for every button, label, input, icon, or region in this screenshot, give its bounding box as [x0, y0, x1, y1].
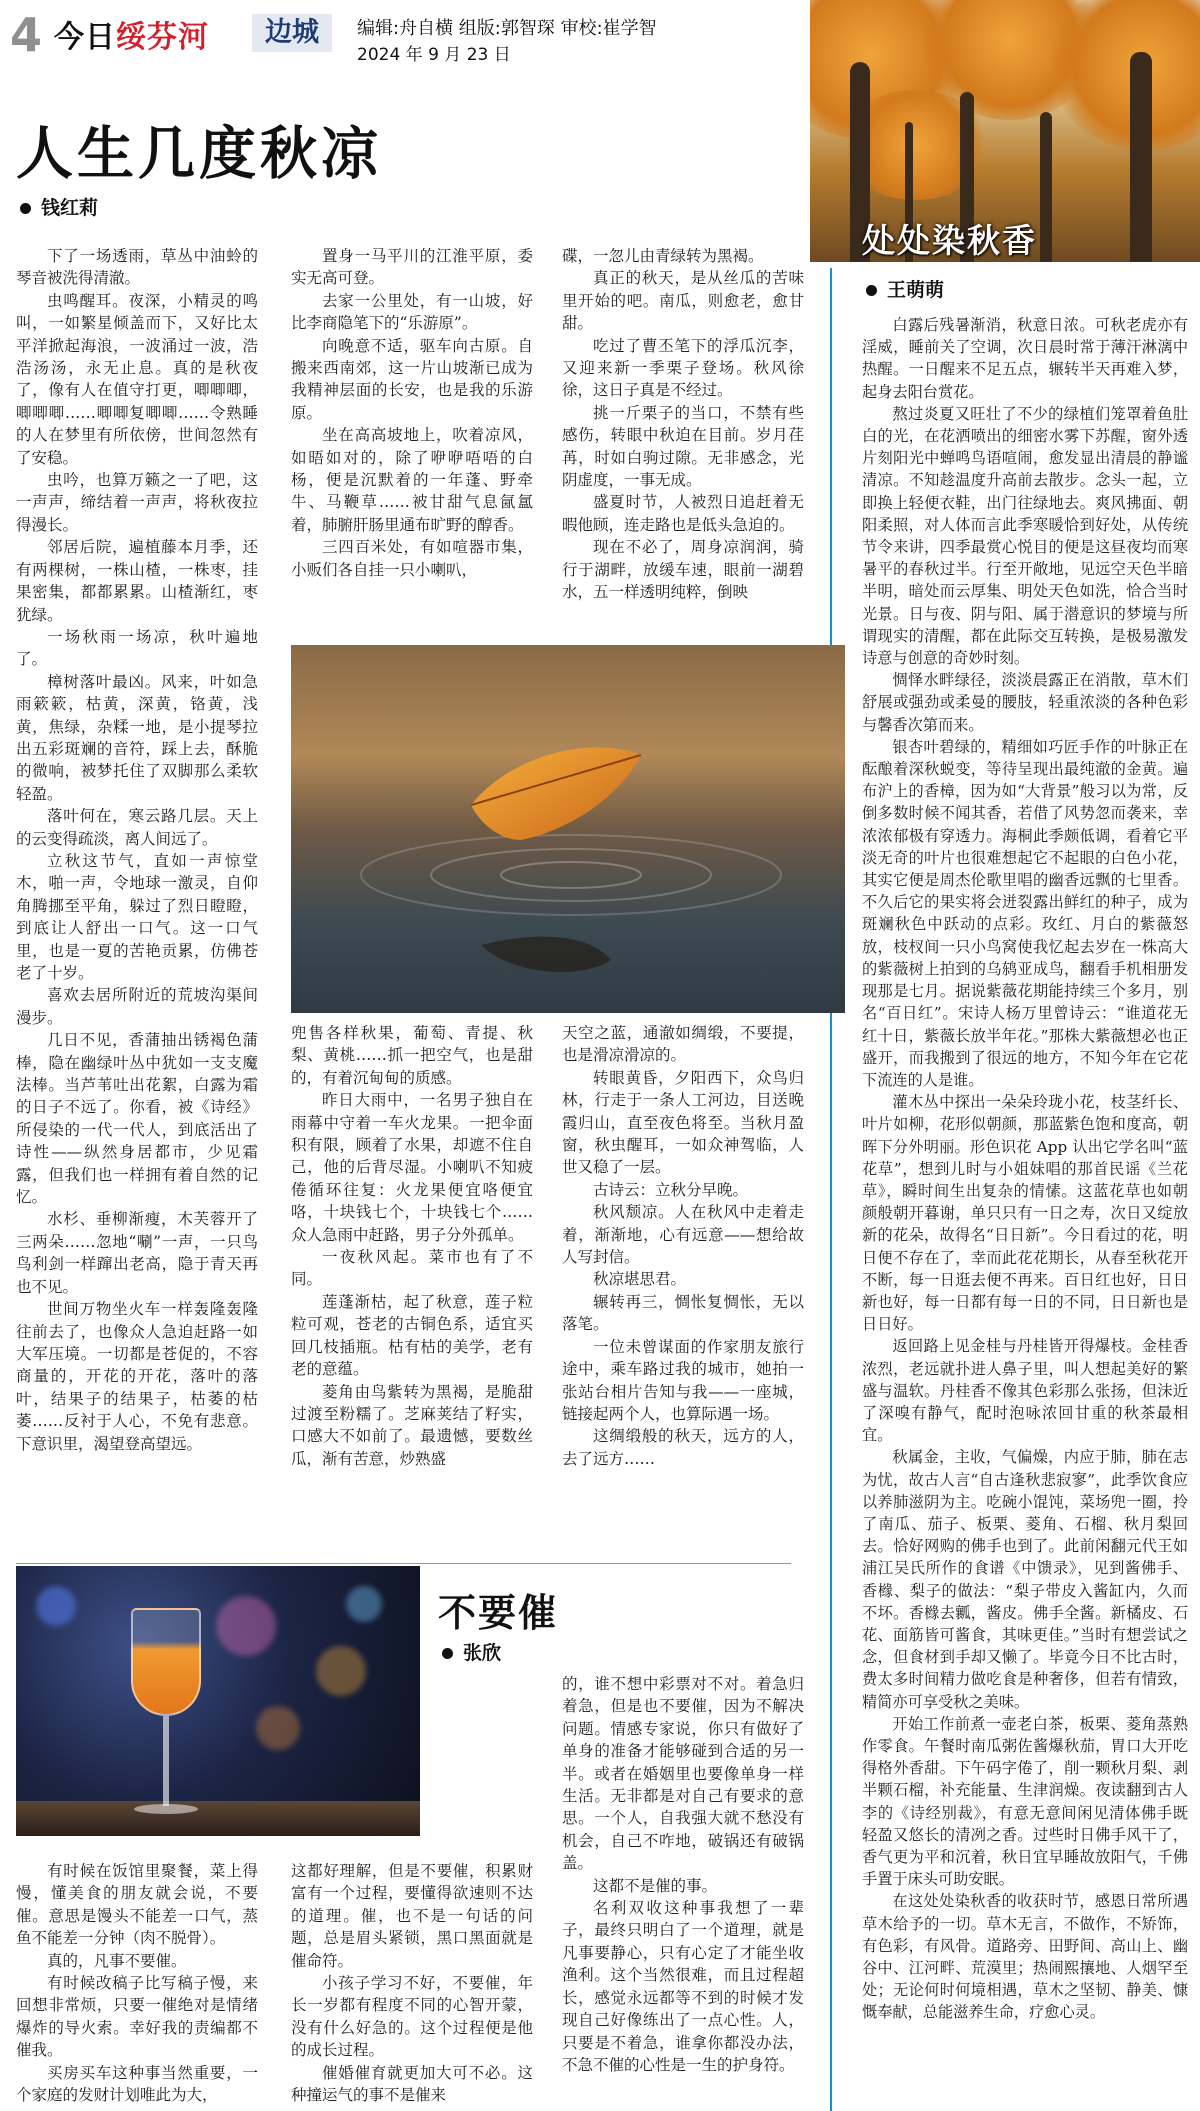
cocktail-glass-photo — [16, 1566, 420, 1836]
newspaper-name — [54, 12, 209, 56]
paragraph: 几日不见，香蒲抽出锈褐色蒲棒，隐在幽绿叶丛中犹如一支支魔法棒。当芦苇吐出花絮，白露为霜的日子不远了。你看，被《诗经》所侵染的一代一代人，到底活出了诗性——纵然身居都市，少见霜露，但我们也一样拥有着自然的记忆。 — [16, 1031, 258, 1207]
paragraph: 一位未曾谋面的作家朋友旅行途中，乘车路过我的城市，她拍一张站台相片告知与我——一座城，链接起两个人，也算际遇一场。 — [562, 1337, 804, 1423]
paragraph: 买房买车这种事当然重要，一个家庭的发财计划唯此为大， — [16, 2063, 258, 2105]
paragraph: 虫吟，也算万籁之一了吧，这一声声，缔结着一声声，将秋夜拉得漫长。 — [16, 471, 258, 534]
article1-author — [20, 193, 98, 220]
article1-column-5 — [562, 1022, 804, 1520]
article1-author-name: 钱红莉 — [41, 197, 99, 219]
paragraph: 虫鸣醒耳。夜深，小精灵的鸣叫，一如繁星倾盖而下，又好比太平洋掀起海浪，一波涌过一波，浩浩汤汤，永无止息。真的是秋夜了，像有人在值守打更，唧唧唧，唧唧唧……唧唧复唧唧……令熟睡的人在梦里有所依傍，世间忽然有了安稳。 — [16, 291, 258, 467]
paragraph: 兜售各样秋果，葡萄、青提、秋梨、黄桃……抓一把空气，也是甜的，有着沉甸甸的质感。 — [291, 1024, 533, 1087]
paragraph: 喜欢去居所附近的荒坡沟渠间漫步。 — [16, 986, 258, 1027]
paragraph: 这绸缎般的秋天，远方的人，去了远方…… — [562, 1427, 804, 1468]
paragraph: 真的，凡事不要催。 — [47, 1951, 187, 1970]
paragraph: 返回路上见金桂与丹桂皆开得爆枝。金桂香浓烈，老远就扑进人鼻子里，叫人想起美好的繁盛与温软。丹桂香不像其色彩那么张扬，但沫近了深嗅有静气，配时泡咏浓回甘重的秋茶最相宜。 — [862, 1337, 1188, 1445]
article1-title: 人生几度秋凉 — [16, 120, 382, 187]
newspaper-name-prefix: 今日 — [54, 20, 116, 55]
section-label: 边城 — [252, 14, 332, 52]
paragraph: 白露后残暑渐消，秋意日浓。可秋老虎亦有淫威，睡前关了空调，次日晨时常于薄汗淋漓中热醒。一日醒来不足五点，辗转半天再难入梦，起身去阳台赏花。 — [862, 316, 1188, 401]
paragraph: 古诗云：立秋分早晚。 — [593, 1180, 749, 1199]
paragraph: 菱角由鸟紫转为黑褐，是脆甜过渡至粉糯了。芝麻荚结了籽实，口感大不如前了。最遗憾，要数丝瓜，渐有苦意，炒熟盛 — [291, 1382, 533, 1468]
paragraph: 下了一场透雨，草丛中油蛉的琴音被洗得清澈。 — [16, 247, 258, 288]
masthead — [0, 0, 810, 65]
paragraph: 三四百米处，有如喧器市集，小贩们各自挂一只小喇叭， — [291, 538, 533, 579]
column-divider — [830, 268, 832, 2111]
paragraph: 莲蓬渐枯，起了秋意，莲子粒粒可观，苍老的古铜色系，适宜买回几枝插瓶。枯有枯的美学，老有老的意蕴。 — [291, 1292, 533, 1379]
paragraph: 天空之蓝，通澈如绸缎，不要提，也是滑凉滑凉的。 — [562, 1024, 804, 1065]
paragraph: 去家一公里处，有一山坡，好比李商隐笔下的“乐游原”。 — [291, 291, 533, 333]
paragraph: 催婚催育就更加大可不必。这种撞运气的事不是催来 — [291, 2063, 533, 2105]
paragraph: 转眼黄昏，夕阳西下，众鸟归林，行走于一条人工河边，目送晚霞归山，直至夜色将至。当秋月盈窗，秋虫醒耳，一如众神驾临，人世又稳了一层。 — [562, 1068, 804, 1177]
article3-column-1 — [16, 1860, 258, 2106]
paragraph: 樟树落叶最凶。风来，叶如急雨簌簌，枯黄，深黄，铬黄，浅黄，焦绿，杂糅一地，是小提琴拉出五彩斑斓的音符，踩上去，酥脆的微响，被梦托住了双脚那么柔软轻盈。 — [16, 672, 258, 803]
paragraph: 灌木丛中探出一朵朵玲珑小花，枝茎纤长、叶片如柳，花形似朝颜，那蓝紫色饱和度高，朝晖下分外明丽。形色识花 App 认出它学名叫“蓝花草”，想到儿时与小姐妹唱的那首民谣《兰花草》，瞬时间生出复杂的情愫。这蓝花草也如朝颜般朝开暮谢，单只只有一日之寿，次日又绽放新的花朵，故得名“日日新”。今日看过的花，明日便不存在了，幸而此花花期长，从春至秋花开不断，每一日逛去便不再来。百日红也好，日日新也好，每一日都有每一日的不同，日日新也是日日好。 — [862, 1093, 1188, 1334]
article1-column-3 — [562, 245, 804, 640]
paragraph: 一夜秋风起。菜市也有了不同。 — [291, 1248, 533, 1289]
paragraph: 落叶何在，寒云路几层。天上的云变得疏淡，离人间远了。 — [16, 807, 258, 848]
paragraph: 水杉、垂柳渐瘦，木芙蓉开了三两朵……忽地“唰”一声，一只鸟鸟利剑一样蹿出老高，隐于青天再也不见。 — [16, 1210, 258, 1296]
paragraph: 的，谁不想中彩票对不对。着急归着急，但是也不要催，因为不解决问题。情感专家说，你只有做好了单身的准备才能够碰到合适的另一半。或者在婚姻里也要像单身一样生活。无非都是对自己有要求的意思。一个人，自我强大就不愁没有机会，自己不咋地，破锅还有破锅盖。 — [562, 1675, 804, 1873]
article3-author-name: 张欣 — [463, 1642, 502, 1664]
paragraph: 有时候在饭馆里聚餐，菜上得慢，懂美食的朋友就会说，不要催。意思是馒头不能差一口气，蒸鱼不能差一分钟（肉不脱骨）。 — [16, 1862, 258, 1948]
paragraph: 吃过了曹丕笔下的浮瓜沉李，又迎来新一季栗子登场。秋风徐徐，这日子真是不经过。 — [562, 336, 804, 400]
editor-credit: 编辑:舟自横 组版:郭智琛 审校:崔学智 — [357, 18, 657, 39]
paragraph: 小孩子学习不好，不要催，年长一岁都有程度不同的心智开蒙，没有什么好急的。这个过程便是他的成长过程。 — [291, 1974, 533, 2060]
paragraph: 辗转再三，惆怅复惆怅，无以落笔。 — [562, 1292, 804, 1334]
paragraph: 一场秋雨一场凉，秋叶遍地了。 — [16, 627, 258, 669]
horizontal-divider — [16, 1563, 791, 1564]
paragraph: 名利双收这种事我想了一辈子，最终只明白了一个道理，就是凡事要静心，只有心定了才能坐收渔利。这个当然很难，而且过程超长，感觉永远都等不到的时候才发现自己好像练出了一点心性。人，只要是不着急，谁拿你都没办法，不急不催的心性是一生的护身符。 — [562, 1899, 804, 2074]
paragraph: 向晚意不适，驱车向古原。自搬来西南郊，这一片山坡渐已成为我精神层面的长安，也是我的乐游原。 — [291, 336, 533, 422]
article3-column-3 — [562, 1673, 804, 2106]
paragraph: 秋风颓凉。人在秋风中走着走着，渐渐地，心有远意——想给故人写封信。 — [562, 1203, 804, 1267]
page-number: 4 — [10, 8, 43, 62]
paragraph: 置身一马平川的江淮平原，委实无高可登。 — [291, 247, 533, 288]
article2-title: 处处染秋香 — [862, 221, 1037, 260]
wine-glass-icon — [131, 1608, 201, 1716]
article2-author — [866, 275, 944, 302]
article3-title: 不要催 — [438, 1591, 559, 1635]
article1-column-4 — [291, 1022, 533, 1520]
paragraph: 世间万物坐火车一样轰隆轰隆往前去了，也像众人急迫赶路一如大军压境。一切都是苍促的，不容商量的，开花的开花，落叶的落叶，结果子的结果子，枯萎的枯萎……反衬于人心，不免有悲意。下意识里，渴望登高望远。 — [16, 1300, 258, 1453]
paragraph: 这都不是催的事。 — [593, 1876, 718, 1895]
paragraph: 熬过炎夏又旺壮了不少的绿植们笼罩着鱼肚白的光，在花洒喷出的细密水雾下苏醒，窗外透片刻阳光中蝉鸣鸟语喧闹，愈发显出清晨的静谧清凉。不知趁温度升高前去散步。念头一起，立即换上轻便衣鞋，出门往绿地去。爽风拂面、朝阳柔照，对人体而言此季寒暖恰到好处，从传统节令来讲，四季最赏心悦目的便是这昼夜均而寒暑平的春秋过半。行至开敞地，见远空天色半暗半明，暗处而云厚集、明处天色如洗，恰合当时光景。日与夜、阴与阳、属于潜意识的梦境与所谓现实的清醒，都在此际交互转换，是极易激发诗意与创意的奇妙时刻。 — [862, 404, 1188, 668]
paragraph: 秋凉堪思君。 — [593, 1270, 687, 1289]
paragraph: 挑一斤栗子的当口，不禁有些感伤，转眼中秋迫在目前。岁月荏苒，时如白驹过隙。无非感念，光阴虚度，一事无成。 — [562, 403, 804, 490]
paragraph: 这都好理解，但是不要催，积累财富有一个过程，要懂得欲速则不达的道理。催，也不是一句话的问题，总是眉头紧锁，黑口黑面就是催命符。 — [291, 1862, 533, 1970]
paragraph: 在这处处染秋香的收获时节，感恩日常所遇草木给予的一切。草木无言，不做作，不矫饰，有色彩，有风骨。道路旁、田野间、高山上、幽谷中、江河畔、荒漠里；热闹熙攘地、人烟罕至处；无论何时何境相遇，草木之坚韧、静美、慷慨奉献，总能滋养生命，疗愈心灵。 — [862, 1892, 1188, 2022]
paragraph: 昨日大雨中，一名男子独自在雨幕中守着一车火龙果。一把伞面积有限，顾着了水果，却遮不住自己，他的后背尽湿。小喇叭不知疲倦循环往复：火龙果便宜咯便宜咯，十块钱七个，十块钱七个……众人急雨中赶路，男子分外孤单。 — [291, 1091, 533, 1244]
article2-author-name: 王萌萌 — [887, 279, 945, 301]
falling-leaf-photo — [291, 645, 845, 1013]
issue-date: 2024 年 9 月 23 日 — [357, 45, 511, 65]
article2-body — [862, 314, 1188, 2104]
paragraph: 盛夏时节，人被烈日追赶着无暇他顾，连走路也是低头急迫的。 — [562, 493, 804, 534]
article3-column-2 — [291, 1860, 533, 2106]
paragraph: 银杏叶碧绿的，精细如巧匠手作的叶脉正在酝酿着深秋蜕变，等待呈现出最纯澈的金黄。遍布沪上的香樟，因为如“大背景”般习以为常，反倒多数时候不闻其香，若借了风势忽而袭来，幸浓浓郁极有穿透力。海桐此季颇低调，看着它平淡无奇的叶片也很难想起它不起眼的白色小花，其实它便是周杰伦歌里唱的幽香远飘的七里香。不久后它的果实将会迸裂露出鲜红的种子，成为斑斓秋色中跃动的点彩。玫红、月白的紫薇怒放，枝杈间一只小鸟窝使我忆起去岁在一株高大的紫薇树上拍到的乌鸫亚成鸟，翻看手机相册发现那是七月。据说紫薇花期能持续三个多月，别名“百日红”。宋诗人杨万里曾诗云：“谁道花无红十日，紫薇长放半年花。”那株大紫薇想必也正盛开，而我搬到了很远的地方，不知今年在它花下流连的人是谁。 — [862, 737, 1188, 1089]
paragraph: 碟，一忽儿由青绿转为黑褐。 — [562, 247, 764, 265]
paragraph: 有时候改稿子比写稿子慢，来回想非常烦，只要一催绝对是情绪爆炸的导火索。幸好我的责编都不催我。 — [16, 1974, 258, 2060]
article1-column-2 — [291, 245, 533, 640]
bullet-icon — [20, 203, 31, 214]
paragraph: 惆怿水畔绿径，淡淡晨露正在消散，草木们舒展或强劲或柔曼的腰肢，轻重浓淡的各种色彩与馨香次第而来。 — [862, 671, 1188, 734]
paragraph: 现在不必了，周身凉润润，骑行于湖畔，放缓车速，眼前一湖碧水，五一样透明纯粹，倒映 — [562, 538, 804, 602]
bullet-icon — [442, 1648, 453, 1659]
paragraph: 坐在高高坡地上，吹着凉风，如晤如对的，除了咿咿唔唔的白杨，便是沉默着的一年蓬、野牵牛、马鞭草……被甘甜气息氤氲着，肺腑肝肠里通布旷野的醇香。 — [291, 426, 533, 534]
paragraph: 立秋这节气，直如一声惊堂木，啪一声，令地球一激灵，自仰角腾挪至平角，躲过了烈日瞪瞪，到底让人舒出一口气。这一口气里，也是一夏的苦艳贡累，仿佛苍老了十岁。 — [16, 851, 258, 982]
bullet-icon — [866, 285, 877, 296]
paragraph: 真正的秋天，是从丝瓜的苦味里开始的吧。南瓜，则愈老，愈甘甜。 — [562, 269, 804, 333]
paragraph: 邻居后院，遍植藤本月季，还有两棵树，一株山楂，一株枣，挂果密集，都都累累。山楂渐红，枣犹绿。 — [16, 538, 258, 624]
leaf-over-water-illustration — [291, 645, 845, 1013]
paragraph: 开始工作前煮一壶老白茶，板栗、菱角蒸熟作零食。午餐时南瓜粥佐酱爆秋茄，胃口大开吃得格外香甜。下午码字倦了，削一颗秋月梨、剥半颗石榴，补充能量、生津润燥。夜读翻到古人李的《诗经别裁》，有意无意间闲见清体佛手既轻盈又悠长的清冽之香。过些时日佛手风干了，香气更为平和沉着，秋日宜早睡故放阳气，千佛手置于床头可助安眠。 — [862, 1714, 1188, 1889]
newspaper-name-city: 绥芬河 — [116, 20, 209, 55]
article3-author — [442, 1638, 501, 1665]
article1-column-1 — [16, 245, 258, 1520]
paragraph: 秋属金，主收，气偏燥，内应于肺，肺在志为忧，故古人言“自古逢秋悲寂寥”，此季饮食应以养肺滋阴为主。吃碗小馄饨，菜场兜一圈，拎了南瓜、茄子、板栗、菱角、石榴、秋月梨回去。恰好网购的佛手也到了。此前闲翻元代王如浦江吴氏所作的食谱《中馈录》，见到酱佛手、香橼、梨子的做法：“梨子带皮入酱缸内，久而不坏。香橼去瓤，酱皮。佛手全酱。新橘皮、石花、面筋皆可酱食，其味更佳。”当时有想尝试之念，但食材到手却又懒了。毕竟今日不比古时，费太多时间精力做吃食是种奢侈，但若有情致，精简亦可享受秋之美味。 — [862, 1448, 1188, 1711]
